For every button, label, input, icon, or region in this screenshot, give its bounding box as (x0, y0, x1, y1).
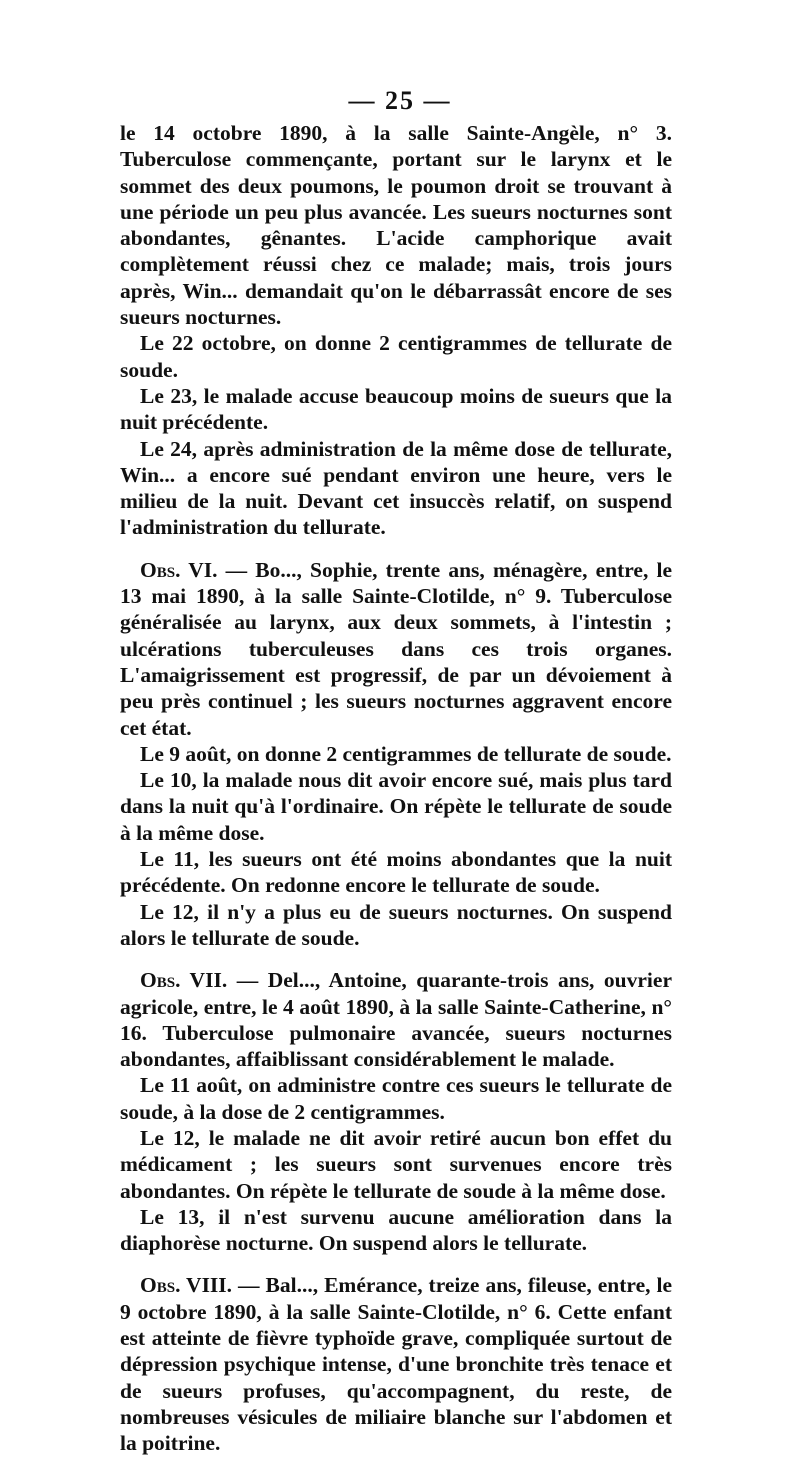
observation-label: Obs. VIII. (140, 1273, 233, 1298)
observation-text: — Bal..., Emérance, treize ans, fileuse, entre, le 9 octobre 1890, à la salle Sainte-Clotilde, n° 6. Cette enfant est atteinte de fièvre typhoïde grave, compliquée surtout de dépression psychique intense, d'une bronchite très tenace et de sueurs profuses, qu'accompagnent, du reste, de nombreuses vésicules de miliaire blanche sur l'abdomen et la poitrine. (120, 1273, 672, 1456)
paragraph-obs-vi (120, 557, 672, 741)
paragraph-obs-vii-aug-13: Le 13, il n'est survenu aucune amélioration dans la diaphorèse nocturne. On suspend alors le tellurate. (120, 1204, 672, 1256)
body-text (120, 120, 672, 1457)
observation-text: — Bo..., Sophie, trente ans, ménagère, entre, le 13 mai 1890, à la salle Sainte-Clotilde, n° 9. Tuberculose généralisée au larynx, aux deux sommets, à l'intestin ; ulcérations tuberculeuses dans ces trois organes. L'amaigrissement est progressif, de par un dévoiement à peu près continuel ; les sueurs nocturnes aggravent encore cet état. (120, 557, 673, 740)
page-number: — 25 — (348, 86, 452, 115)
observation-label: Obs. VII. (140, 968, 228, 993)
paragraph-obs-v-continued: le 14 octobre 1890, à la salle Sainte-Angèle, n° 3. Tuberculose commençante, portant sur le larynx et le sommet des deux poumons, le poumon droit se trouvant à une période un peu plus avancée. Les sueurs nocturnes sont abondantes, gênantes. L'acide camphorique avait complètement réussi chez ce malade; mais, trois jours après, Win... demandait qu'on le débarrassât encore de ses sueurs nocturnes. (120, 121, 672, 330)
observation-text: — Del..., Antoine, quarante-trois ans, ouvrier agricole, entre, le 4 août 1890, à la salle Sainte-Catherine, n° 16. Tuberculose pulmonaire avancée, sueurs nocturnes abondantes, affaiblissant considérablement le malade. (120, 968, 672, 1072)
paragraph-obs-vii-aug-11: Le 11 août, on administre contre ces sueurs le tellurate de soude, à la dose de 2 centigrammes. (120, 1073, 672, 1124)
paragraph-aug-12: Le 12, il n'y a plus eu de sueurs nocturnes. On suspend alors le tellurate de soude. (120, 899, 672, 950)
paragraph-aug-11: Le 11, les sueurs ont été moins abondantes que la nuit précédente. On redonne encore le tellurate de soude. (120, 847, 672, 898)
paragraph-obs-vii (120, 967, 672, 1072)
observation-label: Obs. VI. (140, 557, 218, 582)
paragraph-aug-10: Le 10, la malade nous dit avoir encore sué, mais plus tard dans la nuit qu'à l'ordinaire. On répète le tellurate de soude à la même dose. (120, 768, 672, 845)
paragraph-oct-24: Le 24, après administration de la même dose de tellurate, Win... a encore sué pendant environ une heure, vers le milieu de la nuit. Devant cet insuccès relatif, on suspend l'administration du tellurate. (120, 436, 672, 540)
paragraph-aug-9: Le 9 août, on donne 2 centigrammes de tellurate de soude. (140, 741, 672, 766)
paragraph-obs-viii (120, 1272, 672, 1456)
paragraph-oct-23: Le 23, le malade accuse beaucoup moins de sueurs que la nuit précédente. (120, 383, 672, 435)
paragraph-obs-vii-aug-12: Le 12, le malade ne dit avoir retiré aucun bon effet du médicament ; les sueurs sont survenues encore très abondantes. On répète le tellurate de soude à la même dose. (120, 1125, 672, 1203)
paragraph-oct-22: Le 22 octobre, on donne 2 centigrammes de tellurate de soude. (120, 331, 672, 382)
